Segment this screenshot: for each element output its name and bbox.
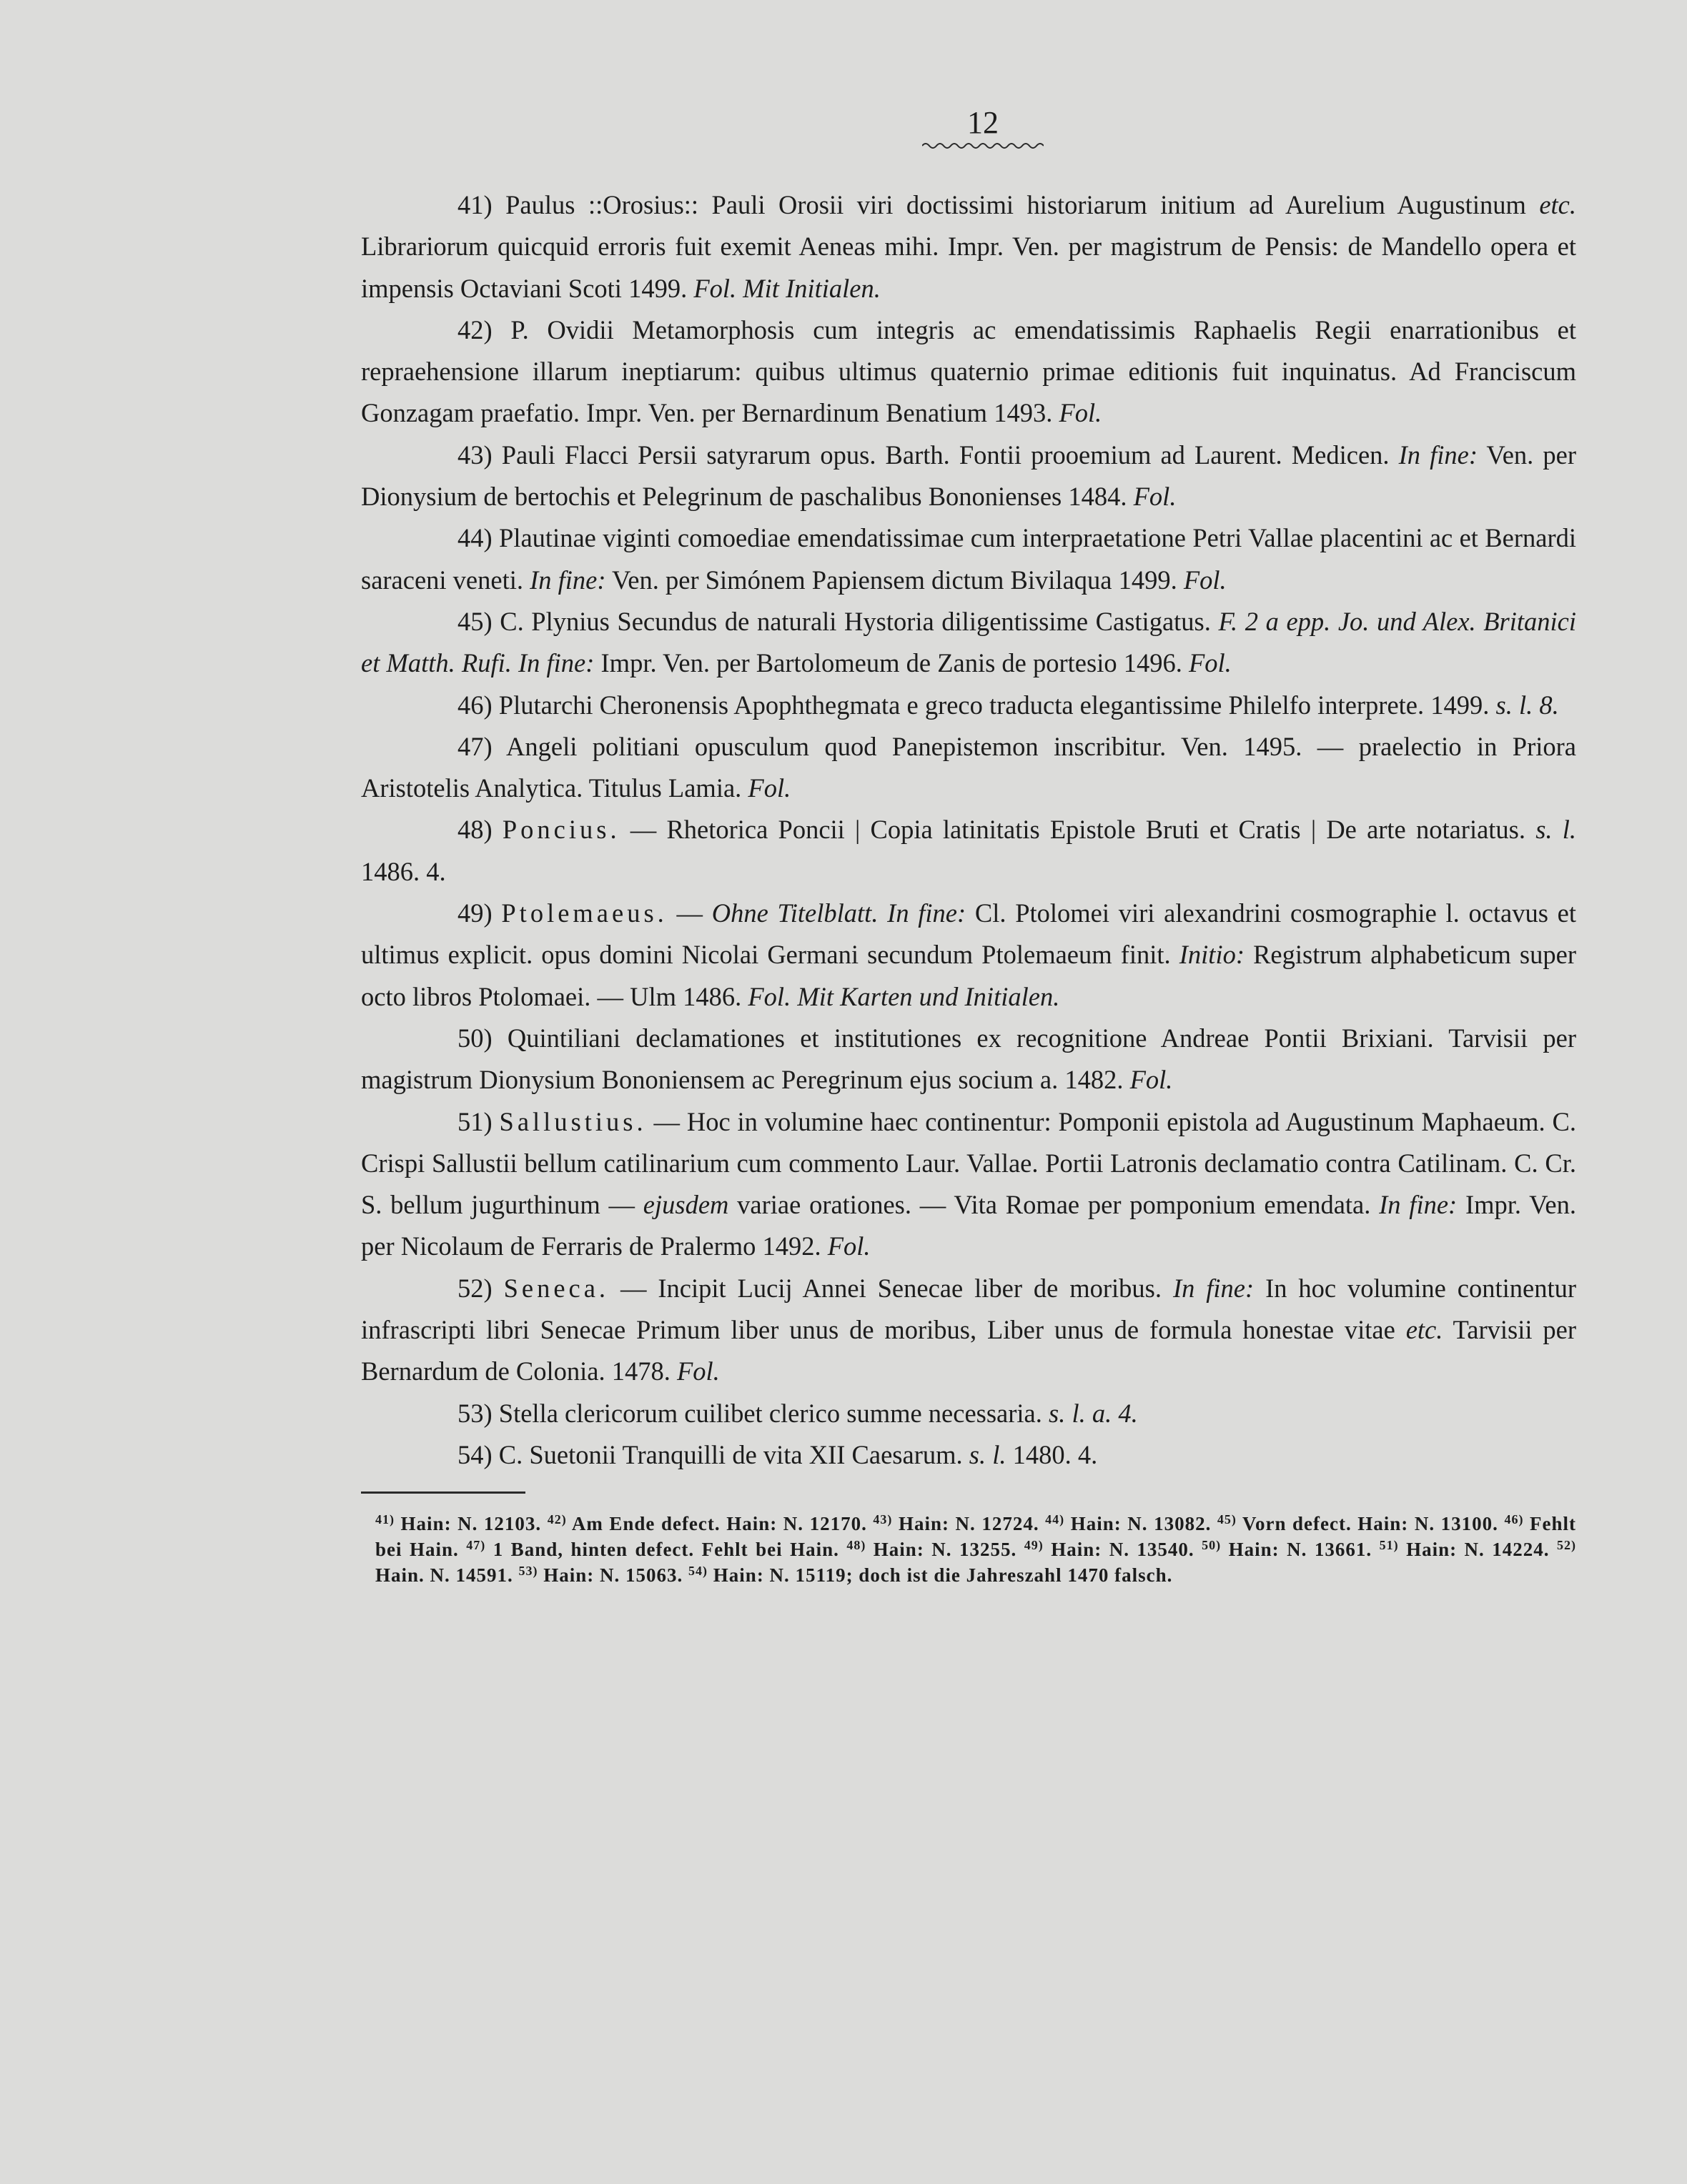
entry-number: 52) [457, 1273, 493, 1303]
entry-text: In fine: [1398, 440, 1478, 470]
entry-text: Seneca. [503, 1273, 610, 1303]
catalog-entry [361, 1101, 1576, 1268]
entry-text: In fine: [1379, 1190, 1458, 1220]
entry-text: ejusdem [643, 1190, 729, 1220]
footnote-marker: 43) [873, 1512, 893, 1527]
entry-text: In fine: [530, 565, 606, 595]
entry-text: variae orationes. — Vita Romae per pomponium emendata. [728, 1190, 1380, 1220]
entry-text: Fol. [1183, 565, 1227, 595]
footnote-marker: 45) [1217, 1512, 1237, 1527]
footnote-marker: 42) [547, 1512, 567, 1527]
footnote [1380, 1539, 1557, 1560]
entry-number: 44) [457, 523, 493, 553]
catalog-entry [361, 1018, 1576, 1101]
entry-text: Cl. Ptolomei viri alexandrini cosmographie l. octavus et ultimus explicit. opus domini Nicolai Germani secundum Ptolemaeum finit. [361, 898, 1577, 970]
catalog-entry [361, 809, 1576, 893]
entry-text: Plautinae viginti comoediae emendatissimae cum interpraetatione Petri Vallae placentini ac et Bernardi saraceni veneti. [361, 523, 1576, 595]
entry-number: 48) [457, 815, 493, 845]
wavy-rule-ornament [894, 140, 1044, 152]
entry-number: 51) [457, 1106, 493, 1136]
footnote [873, 1513, 1045, 1534]
catalog-entry [361, 435, 1576, 518]
footnote-marker: 50) [1202, 1538, 1222, 1553]
entry-text: Fol. [1059, 398, 1102, 428]
entry-text: Initio: [1179, 940, 1245, 970]
entry-text: Fol. Mit Karten und Initialen. [748, 981, 1060, 1011]
page-content [361, 107, 1576, 1588]
entry-text: Impr. Ven. per Bartolomeum de Zanis de portesio 1496. [594, 648, 1189, 678]
entry-text: etc. [1539, 190, 1576, 219]
entry-number: 49) [457, 898, 493, 928]
entry-text: s. l. [969, 1439, 1006, 1469]
entry-text: Impr. Ven. per Nicolaum de Ferraris de Pralermo 1492. [361, 1190, 1576, 1261]
entry-text: In fine: [1172, 1273, 1255, 1303]
footnote-text: Hain: N. 15063. [538, 1564, 689, 1587]
footnote-text: Hain: N. 13661. [1221, 1539, 1380, 1561]
footnote [1202, 1539, 1379, 1560]
entry-text: 1480. 4. [1006, 1439, 1098, 1469]
page-number: 12 [967, 105, 999, 140]
footnote-text: Am Ende defect. Hain: N. 12170. [566, 1513, 874, 1535]
footnote-text: Hain: N. 13540. [1043, 1539, 1202, 1561]
catalog-entry [361, 309, 1576, 435]
footnote [548, 1513, 874, 1534]
entry-text: F. 2 a epp. Jo. und Alex. Britanici et Matth. Rufi. In fine: [361, 606, 1576, 678]
footnote-marker: 51) [1379, 1538, 1399, 1553]
entry-number: 46) [457, 690, 493, 720]
footnote-marker: 52) [1557, 1538, 1577, 1553]
footnote-text: Hain: N. 14224. [1398, 1539, 1558, 1561]
catalog-entry [361, 601, 1576, 685]
catalog-entry [361, 893, 1576, 1018]
footnote-text: Hain: N. 12103. [395, 1513, 548, 1535]
footnote [1045, 1513, 1217, 1534]
footnote-text: Hain: N. 12724. [892, 1513, 1046, 1535]
entry-text: Fol. [748, 773, 791, 803]
footnote [466, 1539, 846, 1560]
footnote-marker: 53) [518, 1564, 538, 1579]
footnote-text: Vorn defect. Hain: N. 13100. [1236, 1513, 1505, 1535]
catalog-entries [361, 184, 1576, 1476]
entry-text: Quintiliani declamationes et institutiones ex recognitione Andreae Pontii Brixiani. Tarvisii per magistrum Dionysium Bononiensem ac Peregrinum ejus socium a. 1482. [361, 1023, 1576, 1095]
entry-text: Ven. per Dionysium de bertochis et Pelegrinum de paschalibus Bononienses 1484. [361, 440, 1576, 512]
footnote [519, 1564, 689, 1586]
entry-text: Tarvisii per Bernardum de Colonia. 1478. [361, 1315, 1576, 1386]
footnote-text: Hain: N. 15119; doch ist die Jahreszahl 1470 falsch. [708, 1564, 1173, 1587]
footnote [846, 1539, 1024, 1560]
entry-text: s. l. a. 4. [1049, 1398, 1138, 1428]
entry-number: 54) [457, 1439, 493, 1469]
entry-text: Ven. per Simónem Papiensem dictum Bivilaqua 1499. [605, 565, 1184, 595]
entry-text [493, 815, 503, 844]
entry-text: Librariorum quicquid erroris fuit exemit Aeneas mihi. Impr. Ven. per magistrum de Pensis: de Mandello opera et impensis Octaviani Scoti 1499. [361, 232, 1576, 303]
footnote-text: Fehlt bei Hain. [375, 1513, 1577, 1561]
entry-text: Fol. [1129, 1065, 1173, 1095]
footnote-text: 1 Band, hinten defect. Fehlt bei Hain. [485, 1539, 847, 1561]
entry-text: 1486. 4. [361, 856, 446, 886]
entry-text: — Rhetorica Poncii | Copia latinitatis Epistole Bruti et Cratis | De arte notariatus. [620, 815, 1536, 845]
entry-text: Stella clericorum cuilibet clerico summe necessaria. [492, 1398, 1049, 1428]
entry-text [493, 1274, 504, 1303]
entry-text: P. Ovidii Metamorphosis cum integris ac emendatissimis Raphaelis Regii enarrationibus et repraehensione illarum ineptiarum: quibus ultimus quaternio primae editionis fuit inquinatus. Ad Franciscum Gonzagam praefatio. Impr. Ven. per Bernardinum Benatium 1493. [361, 314, 1576, 428]
catalog-entry [361, 726, 1576, 810]
footnote [688, 1564, 1172, 1586]
entry-text: Ohne Titelblatt. In fine: [711, 898, 966, 928]
footnote-marker: 46) [1504, 1512, 1524, 1527]
entry-text: — Hoc in volumine haec continentur: Pomponii epistola ad Augustinum Maphaeum. C. Crispi Sallustii bellum catilinarium cum commento Laur. Vallae. Portii Latronis declamatio contra Catilinam. C. Cr. S. bellum jugurthinum — [361, 1106, 1577, 1220]
entry-number: 42) [457, 314, 493, 344]
footnotes [361, 1511, 1576, 1588]
footnote-marker: 54) [688, 1564, 708, 1579]
footnote-separator [361, 1491, 525, 1494]
entry-text: — Incipit Lucij Annei Senecae liber de moribus. [609, 1273, 1173, 1303]
entry-number: 45) [457, 606, 493, 636]
entry-text: Fol. [1188, 648, 1232, 678]
entry-number: 43) [457, 440, 493, 470]
entry-number: 53) [457, 1398, 493, 1428]
footnote [375, 1513, 548, 1534]
entry-number: 47) [457, 731, 493, 761]
entry-text: Fol. Mit Initialen. [693, 273, 881, 303]
entry-number: 50) [457, 1023, 493, 1053]
entry-text [493, 1107, 500, 1136]
catalog-entry [361, 1393, 1576, 1434]
entry-text: In hoc volumine continentur infrascripti libri Senecae Primum liber unus de moribus, Liber unus de formula honestae vitae [361, 1273, 1577, 1345]
entry-text: — [667, 898, 712, 928]
entry-text: Angeli politiani opusculum quod Panepistemon inscribitur. Ven. 1495. — praelectio in Priora Aristotelis Analytica. Titulus Lamia. [361, 731, 1576, 803]
entry-text: s. l. 8. [1495, 690, 1559, 720]
entry-text: Poncius. [502, 815, 620, 845]
entry-text: Fol. [1133, 482, 1177, 512]
catalog-entry [361, 685, 1576, 726]
entry-text: etc. [1405, 1315, 1443, 1345]
entry-text: Paulus ::Orosius:: Pauli Orosii viri doctissimi historiarum initium ad Aurelium Augustinum [492, 190, 1540, 219]
entry-text: C. Plynius Secundus de naturali Hystoria diligentissime Castigatus. [492, 606, 1219, 636]
footnote-marker: 44) [1045, 1512, 1065, 1527]
entry-text: s. l. [1535, 815, 1576, 845]
catalog-entry [361, 1434, 1576, 1476]
footnote-marker: 41) [375, 1512, 395, 1527]
entry-text [493, 898, 502, 928]
footnote-marker: 47) [466, 1538, 486, 1553]
catalog-entry [361, 1268, 1576, 1393]
entry-text: Pauli Flacci Persii satyrarum opus. Barth. Fontii prooemium ad Laurent. Medicen. [492, 440, 1399, 470]
footnote-marker: 48) [846, 1538, 866, 1553]
entry-text: Fol. [827, 1231, 871, 1261]
entry-text: Sallustius. [499, 1106, 647, 1136]
footnote-text: Hain. N. 14591. [375, 1564, 519, 1587]
footnote [1217, 1513, 1505, 1534]
catalog-entry [361, 517, 1576, 601]
entry-text: Fol. [676, 1356, 720, 1386]
entry-text: Plutarchi Cheronensis Apophthegmata e greco traducta elegantissime Philelfo interprete. 1499. [492, 690, 1496, 720]
footnote-text: Hain: N. 13082. [1064, 1513, 1217, 1535]
entry-text: Ptolemaeus. [501, 898, 668, 928]
footnote-marker: 49) [1024, 1538, 1044, 1553]
entry-text: Registrum alphabeticum super octo libros Ptolomaei. — Ulm 1486. [361, 940, 1576, 1011]
footnote [1024, 1539, 1202, 1560]
footnote-text: Hain: N. 13255. [866, 1539, 1024, 1561]
entry-text: C. Suetonii Tranquilli de vita XII Caesarum. [492, 1439, 969, 1469]
entry-number: 41) [457, 190, 493, 219]
catalog-entry [361, 184, 1576, 309]
